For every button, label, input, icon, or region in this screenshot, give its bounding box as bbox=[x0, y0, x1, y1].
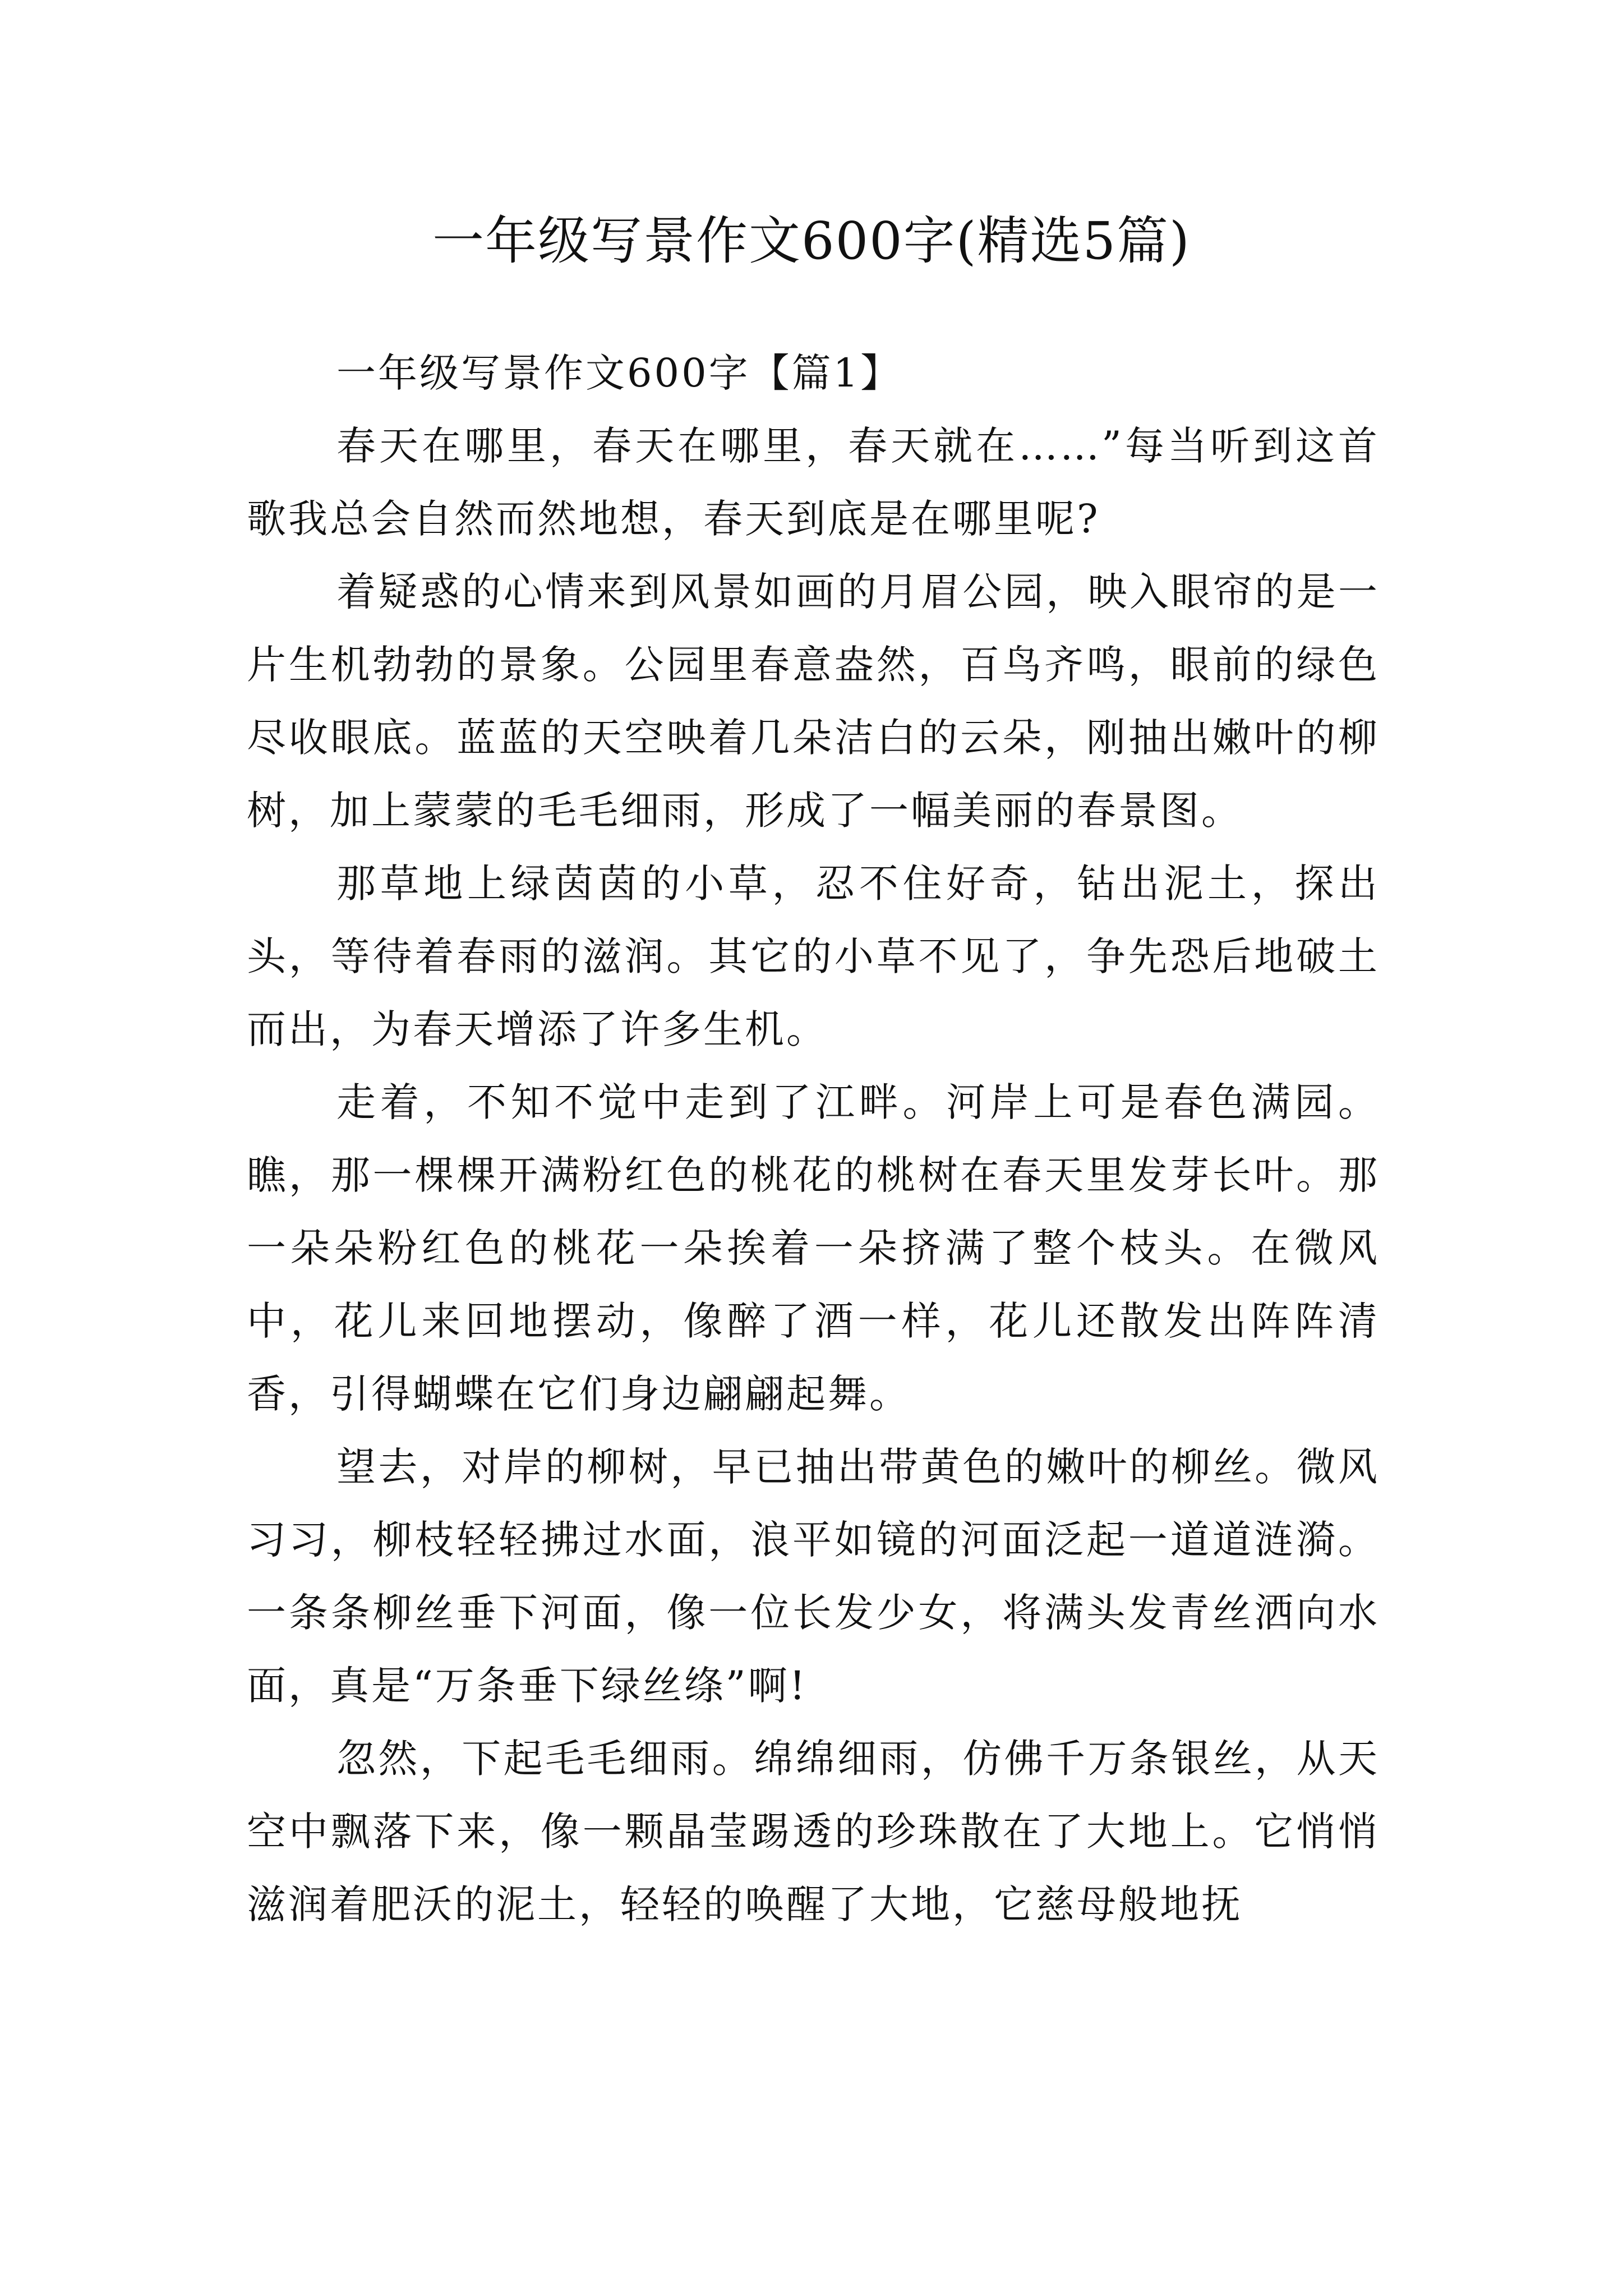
paragraph-2: 着疑惑的心情来到风景如画的月眉公园，映入眼帘的是一片生机勃勃的景象。公园里春意盎然，百鸟齐鸣，眼前的绿色尽收眼底。蓝蓝的天空映着几朵洁白的云朵，刚抽出嫩叶的柳树，加上蒙蒙的毛毛细雨，形成了一幅美丽的春景图。 bbox=[247, 569, 1380, 834]
section-heading: 一年级写景作文600字【篇1】 bbox=[336, 350, 902, 396]
paragraph-3: 那草地上绿茵茵的小草，忍不住好奇，钻出泥土，探出头，等待着春雨的滋润。其它的小草不见了，争先恐后地破土而出，为春天增添了许多生机。 bbox=[247, 861, 1380, 1052]
document-title: 一年级写景作文600字(精选5篇) bbox=[432, 211, 1191, 271]
paragraph-6: 忽然，下起毛毛细雨。绵绵细雨，仿佛千万条银丝，从天空中飘落下来，像一颗晶莹踢透的珍珠散在了大地上。它悄悄滋润着肥沃的泥土，轻轻的唤醒了大地，它慈母般地抚 bbox=[247, 1736, 1380, 1927]
document-body bbox=[247, 337, 1380, 1941]
paragraph-5: 望去，对岸的柳树，早已抽出带黄色的嫩叶的柳丝。微风习习，柳枝轻轻拂过水面，浪平如镜的河面泛起一道道涟漪。一条条柳丝垂下河面，像一位长发少女，将满头发青丝洒向水面，真是“万条垂下绿丝绦”啊! bbox=[247, 1444, 1380, 1709]
paragraph-1: 春天在哪里，春天在哪里，春天就在……”每当听到这首歌我总会自然而然地想，春天到底是在哪里呢? bbox=[247, 423, 1380, 542]
paragraph-4: 走着，不知不觉中走到了江畔。河岸上可是春色满园。瞧，那一棵棵开满粉红色的桃花的桃树在春天里发芽长叶。那一朵朵粉红色的桃花一朵挨着一朵挤满了整个枝头。在微风中，花儿来回地摆动，像醉了酒一样，花儿还散发出阵阵清香，引得蝴蝶在它们身边翩翩起舞。 bbox=[247, 1079, 1380, 1417]
